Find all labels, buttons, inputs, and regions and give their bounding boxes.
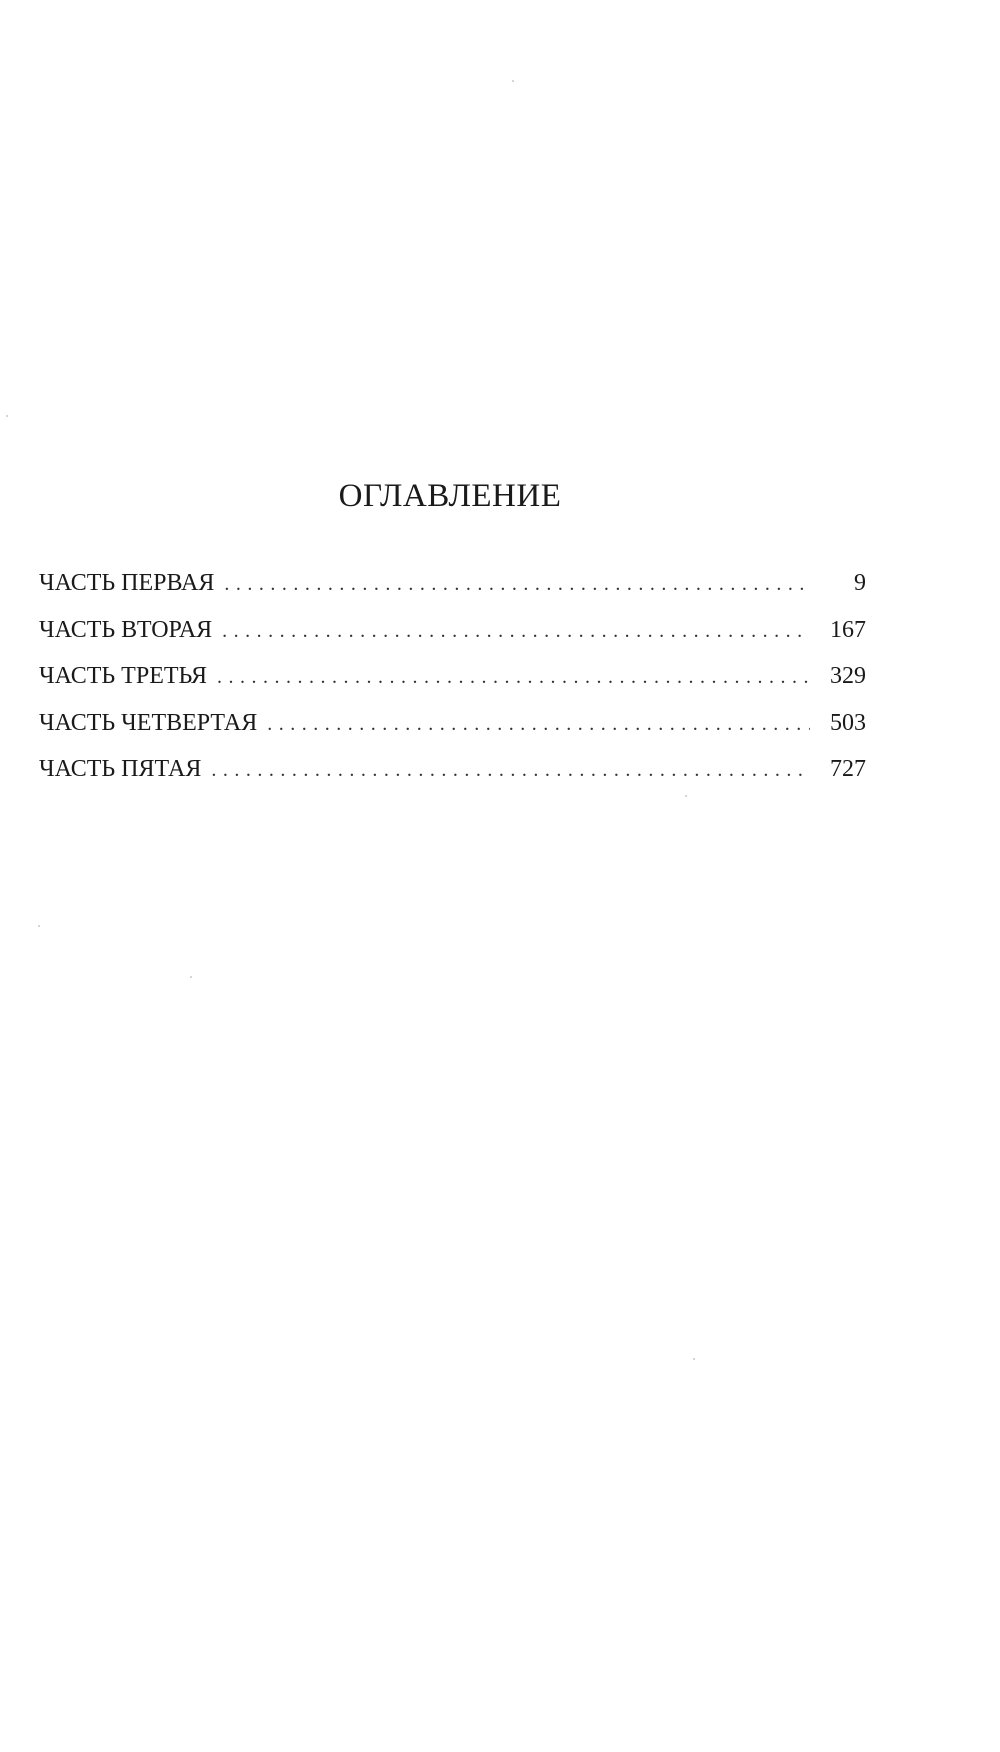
dot-leader (217, 654, 810, 700)
dot-leader (222, 608, 810, 654)
scan-speck (685, 795, 687, 797)
dot-leader (267, 701, 810, 747)
toc-entry-label: ЧАСТЬ ЧЕТВЕРТАЯ (39, 709, 258, 736)
scan-speck (693, 1358, 695, 1360)
toc-entry-label: ЧАСТЬ ПЯТАЯ (39, 756, 202, 782)
scan-speck (6, 415, 8, 417)
scan-speck (512, 80, 514, 82)
toc-entry (39, 700, 866, 747)
table-of-contents (39, 560, 866, 793)
scan-speck (38, 925, 40, 927)
toc-entry-page: 727 (830, 756, 866, 782)
dot-leader (211, 747, 810, 793)
page-title: ОГЛАВЛЕНИЕ (338, 478, 562, 514)
toc-entry (39, 607, 866, 654)
toc-entry (39, 653, 866, 700)
scan-speck (190, 976, 192, 978)
toc-entry-page: 167 (830, 616, 866, 643)
toc-entry-label: ЧАСТЬ ВТОРАЯ (39, 616, 213, 643)
toc-entry (39, 560, 866, 607)
toc-entry-label: ЧАСТЬ ПЕРВАЯ (39, 570, 215, 596)
toc-entry-label: ЧАСТЬ ТРЕТЬЯ (39, 663, 208, 689)
toc-entry-page: 9 (854, 570, 866, 596)
toc-entry-page: 329 (830, 663, 866, 689)
toc-entry-page: 503 (830, 709, 866, 736)
toc-entry (39, 746, 866, 793)
dot-leader (224, 561, 810, 607)
